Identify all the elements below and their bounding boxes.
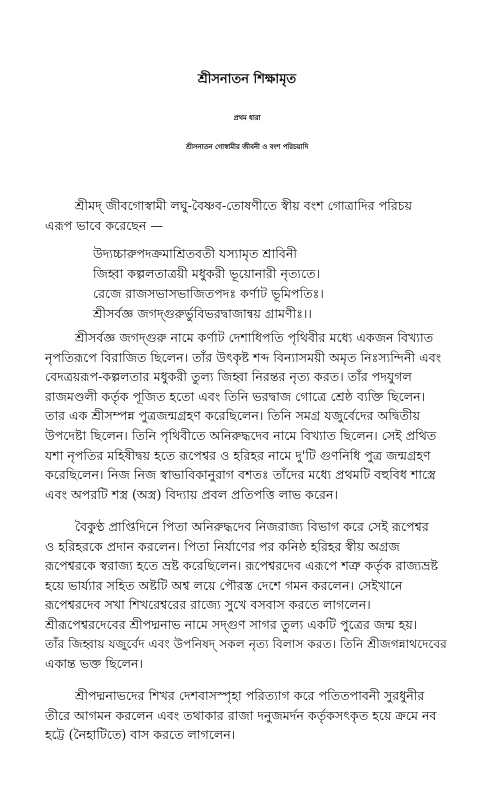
paragraph-line: বেদত্রয়রূপ-কল্পলতার মধুকরী তুল্য জিহ্বা নিরন্তর নৃত্য করত। তাঁর পদযুগল	[45, 369, 412, 385]
paragraph-line: রাজমণ্ডলী কর্তৃক পূজিত হতো এবং তিনি ভরদ্বাজ গোত্রে শ্রেষ্ঠ ব্যক্তি ছিলেন।	[45, 388, 426, 404]
book-title: শ্রীসনাতন শিক্ষামৃত	[197, 72, 297, 87]
chapter-subtitle: শ্রীসনাতন গোস্বামীর জীবনী ও বংশ পরিচয়াদি	[185, 143, 309, 151]
paragraph-line: তাঁর জিহ্বায় যজুর্বেদ এবং উপনিষদ্ সকল নৃত্য বিলাস করত। তিনি শ্রীজগন্নাথদেবের	[45, 636, 447, 651]
paragraph-line: তীরে আগমন করলেন এবং তথাকার রাজা দনুজমর্দন কর্তৃকসৎকৃত হয়ে ক্রমে নব	[45, 707, 437, 723]
paragraph-line: নৃপতিরূপে বিরাজিত ছিলেন। তাঁর উৎকৃষ্ট শব্দ বিন্যাসময়ী অমৃত নিঃস্যন্দিনী এবং	[45, 349, 442, 365]
paragraph-2	[45, 517, 453, 674]
intro-line: এরূপ ভাবে করেছেন —	[45, 217, 164, 233]
verse-line: শ্রীসর্বজ্ঞ জগদ্গুরুর্ভুবিভরদ্বাজান্বয় গ্রামণীঃ।।	[93, 306, 312, 321]
paragraph-3	[45, 686, 453, 745]
paragraph-line: শ্রীপদ্মনাভদের শিখর দেশবাসস্পৃহা পরিত্যাগ করে পতিতপাবনী সুরধুনীর	[75, 688, 425, 703]
paragraph-line: শ্রীরূপেশ্বরদেবের শ্রীপদ্মনাভ নামে সদ্গুণ সাগর তুল্য একটি পুত্রের জন্ম হয়।	[45, 616, 418, 632]
verse-line: জিহ্বা কল্পলতাত্রয়ী মধুকরী ভূয়োনারী নৃত্যতে।	[93, 266, 321, 281]
paragraph-line: যশা নৃপতির মহিষীদ্বয় হতে রূপেশ্বর ও হরিহর নামে দু'টি গুণনিধি পুত্র জন্মগ্রহণ	[45, 447, 431, 463]
paragraph-line: রূপেশ্বরদেব সখা শিখরেশ্বরের রাজ্যে সুখে বসবাস করতে লাগলেন।	[45, 597, 371, 613]
paragraph-line: হয়ে ভার্য্যার সহিত অষ্টটি অশ্ব লয়ে পৌরস্ত দেশে গমন করলেন। সেইখানে	[45, 577, 403, 593]
paragraph-line: রূপেশ্বরকে স্বরাজ্য হতে ভ্রষ্ট করেছিলেন। রূপেশ্বরদেব এরূপে শত্রু কর্তৃক রাজ্যভ্রষ্ট	[45, 558, 439, 574]
paragraph-line: এবং অপরটি শস্ত্র (অস্ত্র) বিদ্যায় প্রবল প্রতিপত্তি লাভ করেন।	[45, 486, 338, 502]
paragraph-line: শ্রীসর্বজ্ঞ জগদ্গুরু নামে কর্ণাট দেশাধিপতি পৃথিবীর মধ্যে একজন বিখ্যাত	[75, 330, 434, 345]
paragraph-line: একান্ত ভক্ত ছিলেন।	[45, 656, 144, 672]
intro-line: শ্রীমদ্ জীবগোস্বামী লঘু-বৈষ্ণব-তোষণীতে স্বীয় বংশ গোত্রাদির পরিচয়	[75, 198, 413, 213]
paragraph-line: করেছিলেন। নিজ নিজ স্বাভাবিকানুরাগ বশতঃ তাঁদের মধ্যে প্রথমটি বহুবিধ শাস্ত্রে	[45, 467, 436, 483]
paragraph-line: হট্টে (নৈহাটিতে) বাস করতে লাগলেন।	[45, 727, 236, 743]
paragraph-line: বৈকুণ্ঠ প্রাপ্তিদিনে পিতা অনিরুদ্ধদেব নিজরাজ্য বিভাগ করে সেই রূপেশ্বর	[75, 519, 429, 534]
sanskrit-verse	[93, 244, 453, 324]
verse-line: উদ্যচ্চারুপদক্রমাশ্রিতবতী যস্যামৃত শ্রাবিনী	[93, 246, 297, 261]
verse-line: রেজে রাজসভাসভাজিতপদঃ কর্ণাট ভূমিপতিঃ।	[93, 286, 324, 301]
intro-paragraph	[45, 196, 453, 235]
paragraph-line: তার এক শ্রীসম্পন্ন পুত্রজন্মগ্রহণ করেছিলেন। তিনি সমগ্র যজুর্বেদের অদ্বিতীয়	[45, 408, 420, 424]
paragraph-line: ও হরিহরকে প্রদান করলেন। পিতা নির্যাণের পর কনিষ্ঠ হরিহর স্বীয় অগ্রজ	[45, 538, 400, 554]
paragraph-line: উপদেষ্টা ছিলেন। তিনি পৃথিবীতে অনিরুদ্ধদেব নামে বিখ্যাত ছিলেন। সেই প্রথিত	[45, 427, 437, 443]
chapter-heading: প্রথম ধারা	[233, 114, 261, 122]
paragraph-1	[45, 328, 453, 504]
